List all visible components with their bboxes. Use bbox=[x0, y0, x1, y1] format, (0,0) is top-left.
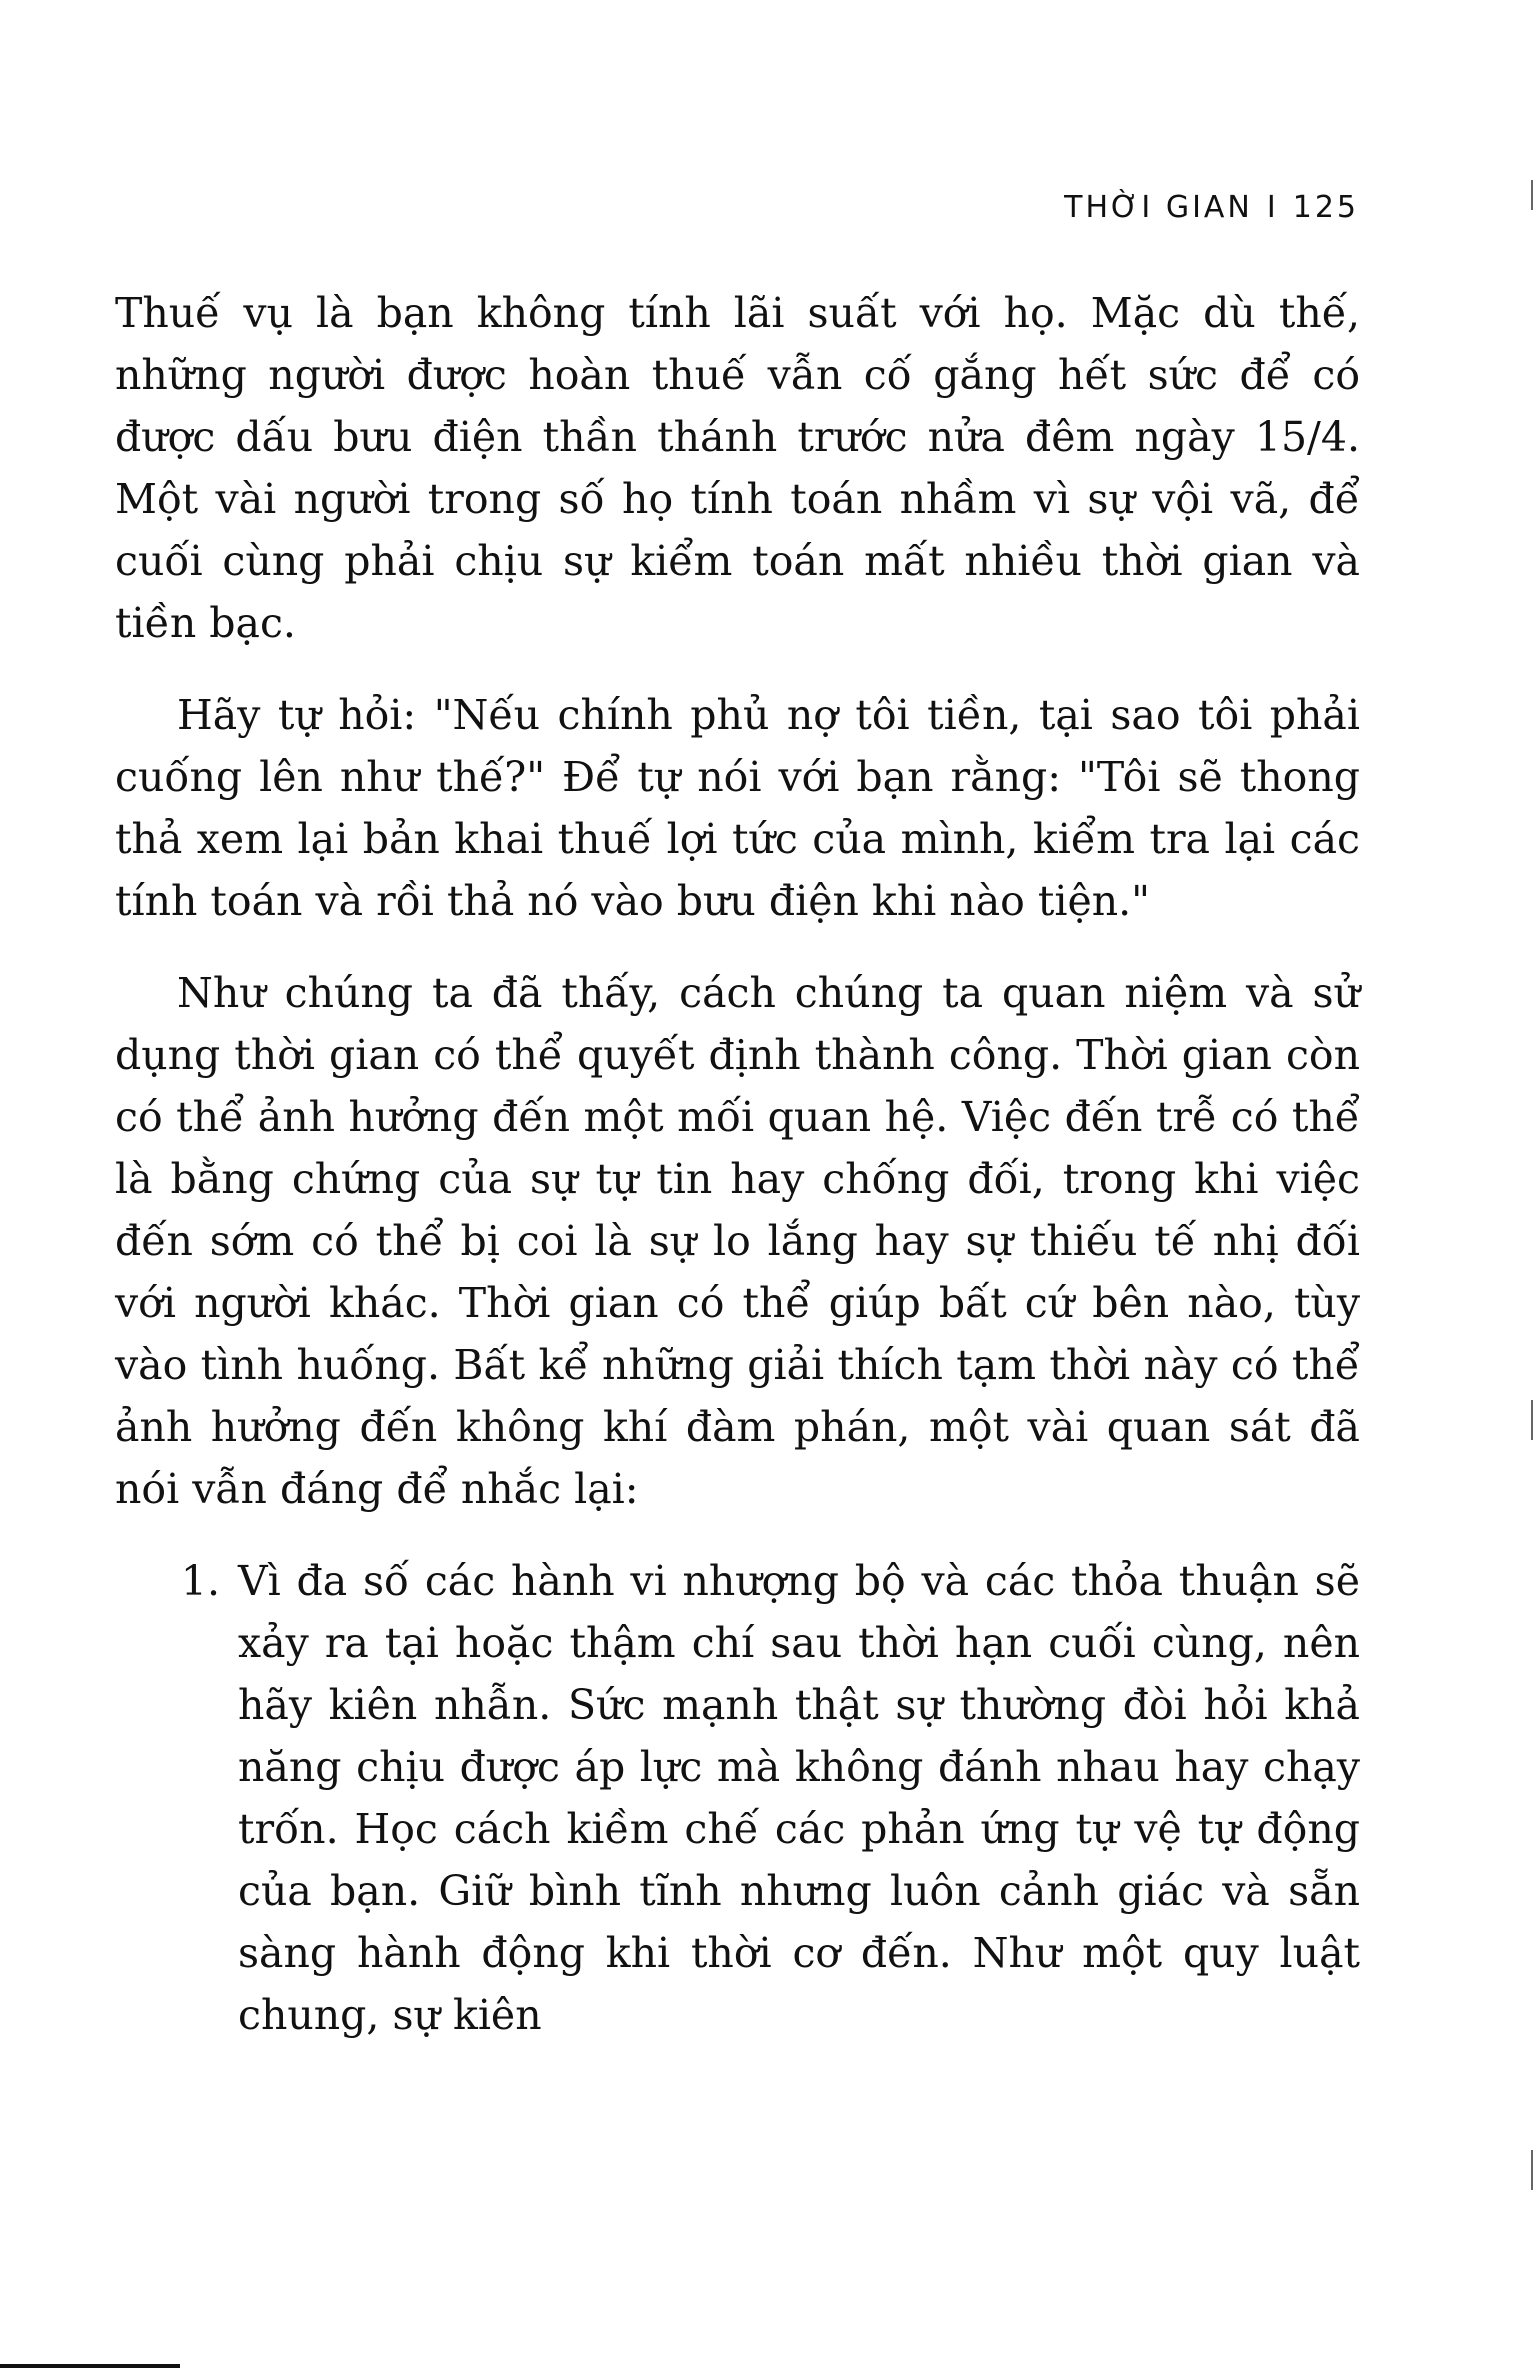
header-separator: I bbox=[1266, 190, 1279, 225]
running-header bbox=[1064, 190, 1359, 225]
list-marker: 1. bbox=[180, 1557, 220, 1605]
paragraph: Hãy tự hỏi: "Nếu chính phủ nợ tôi tiền, tại sao tôi phải cuống lên như thế?" Để tự nói với bạn rằng: "Tôi sẽ thong thả xem lại bản khai thuế lợi tức của mình, kiểm tra lại các tính toán và rồi thả nó vào bưu điện khi nào tiện." bbox=[115, 691, 1360, 925]
list-item bbox=[115, 1550, 1360, 2046]
scan-edge-tick bbox=[1531, 180, 1533, 210]
paragraph: Như chúng ta đã thấy, cách chúng ta quan niệm và sử dụng thời gian có thể quyết định thành công. Thời gian còn có thể ảnh hưởng đến một mối quan hệ. Việc đến trễ có thể là bằng chứng của sự tự tin hay chống đối, trong khi việc đến sớm có thể bị coi là sự lo lắng hay sự thiếu tế nhị đối với người khác. Thời gian có thể giúp bất cứ bên nào, tùy vào tình huống. Bất kể những giải thích tạm thời này có thể ảnh hưởng đến không khí đàm phán, một vài quan sát đã nói vẫn đáng để nhắc lại: bbox=[115, 969, 1360, 1513]
scan-edge-tick bbox=[1531, 1400, 1533, 1440]
scan-edge-mark bbox=[0, 2364, 180, 2368]
body-text bbox=[115, 282, 1360, 2046]
paragraph: Thuế vụ là bạn không tính lãi suất với họ. Mặc dù thế, những người được hoàn thuế vẫn cố gắng hết sức để có được dấu bưu điện thần thánh trước nửa đêm ngày 15/4. Một vài người trong số họ tính toán nhầm vì sự vội vã, để cuối cùng phải chịu sự kiểm toán mất nhiều thời gian và tiền bạc. bbox=[115, 289, 1360, 647]
scan-edge-tick bbox=[1531, 2150, 1533, 2190]
page-number: 125 bbox=[1292, 190, 1359, 225]
list-item-text: Vì đa số các hành vi nhượng bộ và các thỏa thuận sẽ xảy ra tại hoặc thậm chí sau thời hạn cuối cùng, nên hãy kiên nhẫn. Sức mạnh thật sự thường đòi hỏi khả năng chịu được áp lực mà không đánh nhau hay chạy trốn. Học cách kiềm chế các phản ứng tự vệ tự động của bạn. Giữ bình tĩnh nhưng luôn cảnh giác và sẵn sàng hành động khi thời cơ đến. Như một quy luật chung, sự kiên bbox=[238, 1557, 1360, 2039]
numbered-list bbox=[115, 1550, 1360, 2046]
section-title: THỜI GIAN bbox=[1064, 190, 1253, 225]
